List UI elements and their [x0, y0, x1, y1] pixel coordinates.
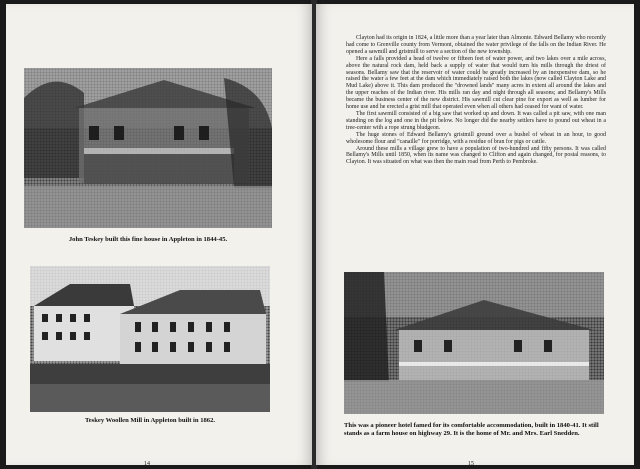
hotel-photo: [344, 272, 604, 414]
paragraph: Clayton had its origin in 1824, a little more than a year later than Almonte. Edward Bellamy who recently had come to Grenville county from Vermont, obtained the water privilege of the falls on the Indian River. He opened a sawmill and gristmill to serve a section of the new township.: [346, 35, 606, 55]
house-photo: [24, 68, 272, 228]
house-photo-caption: John Teskey built this fine house in Appleton in 1844-45.: [68, 236, 228, 243]
right-page-number: 15: [468, 461, 474, 467]
mill-photo-caption: Teskey Woollen Mill in Appleton built in 1862.: [84, 417, 216, 424]
paragraph: The first sawmill consisted of a big saw that worked up and down. It was called a pit saw, with one man standing on the log and one in the pit below. No longer did the nearby settlers have to pound out wheat in a tree-center with a rope strung bludgeon.: [346, 110, 606, 131]
paragraph: Here a falls provided a head of twelve or fifteen feet of water power, and two lakes over a mile across, above the natural rock dam, held back a supply of water that would turn his mills through the driest of seasons. Bellamy saw that the reservoir of water could be greatly increased by an inexpensive dam, so he raised the water a few feet at the dam which immediately raised both the lakes (now called Clayton Lake and Mud Lake) above it. This dam produced the "drowned lands" many acres in extent all around the lakes and the upper reaches of the Indian river. His mills ran day and night through all seasons; and Bellamy's Mills became the business center of the new district. His sawmill cut clear pine for export as well as lumber for home use and he erected a grist mill that operated even when all others had ceased for want of water.: [346, 55, 606, 111]
paragraph: The huge stones of Edward Bellamy's gristmill ground over a bushel of wheat in an hour, to good wholesome flour and "canaille" for porridge, with a residue of bran for pigs or cattle.: [346, 131, 606, 145]
left-page-number: 14: [144, 461, 150, 467]
hotel-photo-caption: This was a pioneer hotel famed for its comfortable accommodation, built in 1840-41. It still stands as a farm house on highway 29. It is the home of Mr. and Mrs. Earl Snedden.: [344, 422, 599, 438]
article-text: [346, 35, 606, 166]
mill-photo: [30, 266, 270, 412]
paragraph: Around these mills a village grew to have a population of two-hundred and fifty persons. It was called Bellamy's Mills until 1850, when its name was changed to Clifton and again changed, for postal reasons, to Clayton. It was situated on what was then the main road from Perth to Pembroke.: [346, 145, 606, 166]
